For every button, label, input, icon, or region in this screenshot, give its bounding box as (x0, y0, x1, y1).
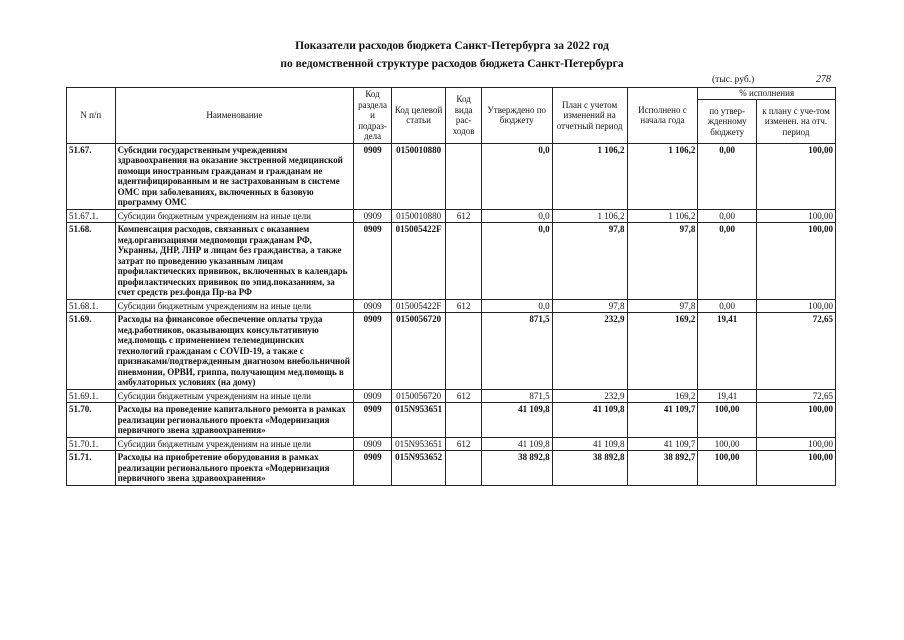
cell-expense-type (446, 143, 481, 209)
cell-pct-budget: 100,00 (698, 403, 757, 438)
cell-executed: 97,8 (627, 299, 698, 313)
cell-executed: 169,2 (627, 389, 698, 403)
cell-section: 0909 (354, 223, 391, 300)
table-row (67, 313, 836, 390)
col-header-pct-budget: по утвер-жденному бюджету (698, 100, 757, 144)
cell-pct-plan: 100,00 (757, 143, 836, 209)
cell-pct-budget: 100,00 (698, 437, 757, 451)
cell-num: 51.67. (67, 143, 116, 209)
cell-plan: 97,8 (552, 299, 627, 313)
cell-pct-plan: 100,00 (757, 299, 836, 313)
cell-name: Расходы на проведение капитального ремонта в рамках реализации регионального проекта «Модернизация первичного звена здравоохранения» (115, 403, 354, 438)
table-row (67, 223, 836, 300)
cell-approved: 871,5 (481, 389, 552, 403)
table-row (67, 299, 836, 313)
cell-pct-budget: 0,00 (698, 223, 757, 300)
cell-num: 51.70.1. (67, 437, 116, 451)
cell-expense-type (446, 451, 481, 486)
cell-num: 51.71. (67, 451, 116, 486)
cell-expense-type: 612 (446, 437, 481, 451)
cell-section: 0909 (354, 403, 391, 438)
cell-approved: 0,0 (481, 209, 552, 223)
col-header-expense-type: Код вида рас-ходов (446, 88, 481, 144)
cell-plan: 41 109,8 (552, 403, 627, 438)
cell-executed: 1 106,2 (627, 209, 698, 223)
table-row (67, 451, 836, 486)
cell-target: 015005422F (391, 223, 446, 300)
cell-name: Расходы на приобретение оборудования в рамках реализации регионального проекта «Модернизация первичного звена здравоохранения» (115, 451, 354, 486)
cell-section: 0909 (354, 143, 391, 209)
cell-section: 0909 (354, 437, 391, 451)
cell-pct-budget: 0,00 (698, 299, 757, 313)
col-header-plan: План с учетом изменений на отчетный период (552, 88, 627, 144)
cell-expense-type: 612 (446, 299, 481, 313)
cell-section: 0909 (354, 313, 391, 390)
table-row (67, 403, 836, 438)
cell-num: 51.67.1. (67, 209, 116, 223)
cell-executed: 169,2 (627, 313, 698, 390)
cell-section: 0909 (354, 299, 391, 313)
cell-target: 0150056720 (391, 389, 446, 403)
cell-pct-plan: 72,65 (757, 389, 836, 403)
cell-pct-plan: 100,00 (757, 451, 836, 486)
table-row (67, 143, 836, 209)
cell-pct-budget: 100,00 (698, 451, 757, 486)
cell-target: 015005422F (391, 299, 446, 313)
cell-plan: 97,8 (552, 223, 627, 300)
cell-pct-budget: 0,00 (698, 143, 757, 209)
col-header-target: Код целевой статьи (391, 88, 446, 144)
cell-section: 0909 (354, 389, 391, 403)
col-header-num: N п/п (67, 88, 116, 144)
cell-name: Компенсация расходов, связанных с оказанием мед.организациями медпомощи гражданам РФ, Украины, ДНР, ЛНР и лицам без гражданства, а также затрат по проведению указанным лицам профилактических прививок, включенных в календарь профилактических прививок по эпид.показаниям, за счет средств рез.фонда Пр-ва РФ (115, 223, 354, 300)
cell-target: 015N953651 (391, 403, 446, 438)
cell-name: Субсидии государственным учреждениям здравоохранения на оказание экстренной медицинской помощи иностранным гражданам и гражданам не идентифицированным и не застрахованным в системе ОМС при заболеваниях, включенных в базовую программу ОМС (115, 143, 354, 209)
table-row (67, 389, 836, 403)
col-header-section: Код раздела и подраз-дела (354, 88, 391, 144)
cell-num: 51.70. (67, 403, 116, 438)
cell-executed: 41 109,7 (627, 437, 698, 451)
cell-expense-type (446, 313, 481, 390)
cell-plan: 38 892,8 (552, 451, 627, 486)
col-header-approved: Утверждено по бюджету (481, 88, 552, 144)
cell-num: 51.69. (67, 313, 116, 390)
cell-executed: 38 892,7 (627, 451, 698, 486)
cell-approved: 0,0 (481, 143, 552, 209)
cell-plan: 1 106,2 (552, 209, 627, 223)
cell-name: Субсидии бюджетным учреждениям на иные цели (115, 389, 354, 403)
cell-approved: 41 109,8 (481, 403, 552, 438)
cell-name: Субсидии бюджетным учреждениям на иные цели (115, 209, 354, 223)
units-label: (тыс. руб.) (712, 75, 755, 85)
cell-num: 51.68.1. (67, 299, 116, 313)
page-number: 278 (816, 74, 831, 85)
cell-plan: 232,9 (552, 389, 627, 403)
cell-pct-plan: 100,00 (757, 437, 836, 451)
cell-pct-plan: 72,65 (757, 313, 836, 390)
cell-name: Субсидии бюджетным учреждениям на иные цели (115, 437, 354, 451)
cell-target: 015N953651 (391, 437, 446, 451)
cell-pct-plan: 100,00 (757, 209, 836, 223)
cell-target: 0150010880 (391, 209, 446, 223)
cell-approved: 41 109,8 (481, 437, 552, 451)
cell-num: 51.69.1. (67, 389, 116, 403)
cell-target: 0150056720 (391, 313, 446, 390)
cell-num: 51.68. (67, 223, 116, 300)
cell-section: 0909 (354, 451, 391, 486)
cell-plan: 232,9 (552, 313, 627, 390)
cell-pct-plan: 100,00 (757, 223, 836, 300)
cell-executed: 97,8 (627, 223, 698, 300)
report-title-line-1: Показатели расходов бюджета Санкт-Петербурга за 2022 год (295, 40, 609, 52)
cell-expense-type (446, 403, 481, 438)
cell-section: 0909 (354, 209, 391, 223)
cell-name: Расходы на финансовое обеспечение оплаты труда мед.работников, оказывающих консультативную мед.помощь с применением телемедицинских технологий гражданам с COVID-19, а также с признаками/подтвержденным диагнозом внебольничной пневмонии, ОРВИ, гриппа, получающим мед.помощь в амбулаторных условиях (на дому) (115, 313, 354, 390)
cell-executed: 41 109,7 (627, 403, 698, 438)
col-header-executed: Исполнено с начала года (627, 88, 698, 144)
cell-approved: 38 892,8 (481, 451, 552, 486)
cell-name: Субсидии бюджетным учреждениям на иные цели (115, 299, 354, 313)
table-body (67, 143, 836, 485)
cell-pct-budget: 19,41 (698, 313, 757, 390)
cell-expense-type (446, 223, 481, 300)
table-row (67, 437, 836, 451)
cell-pct-plan: 100,00 (757, 403, 836, 438)
col-header-name: Наименование (115, 88, 354, 144)
cell-pct-budget: 19,41 (698, 389, 757, 403)
cell-pct-budget: 0,00 (698, 209, 757, 223)
col-header-percent-group: % исполнения (698, 88, 836, 100)
cell-executed: 1 106,2 (627, 143, 698, 209)
cell-approved: 0,0 (481, 299, 552, 313)
cell-plan: 41 109,8 (552, 437, 627, 451)
cell-approved: 0,0 (481, 223, 552, 300)
col-header-pct-plan: к плану с уче-том изменен. на отч. период (757, 100, 836, 144)
cell-target: 015N953652 (391, 451, 446, 486)
cell-expense-type: 612 (446, 209, 481, 223)
cell-expense-type: 612 (446, 389, 481, 403)
expenses-table (66, 87, 836, 486)
table-row (67, 209, 836, 223)
report-title-line-2: по ведомственной структуре расходов бюджета Санкт-Петербурга (280, 58, 624, 70)
cell-approved: 871,5 (481, 313, 552, 390)
cell-target: 0150010880 (391, 143, 446, 209)
cell-plan: 1 106,2 (552, 143, 627, 209)
